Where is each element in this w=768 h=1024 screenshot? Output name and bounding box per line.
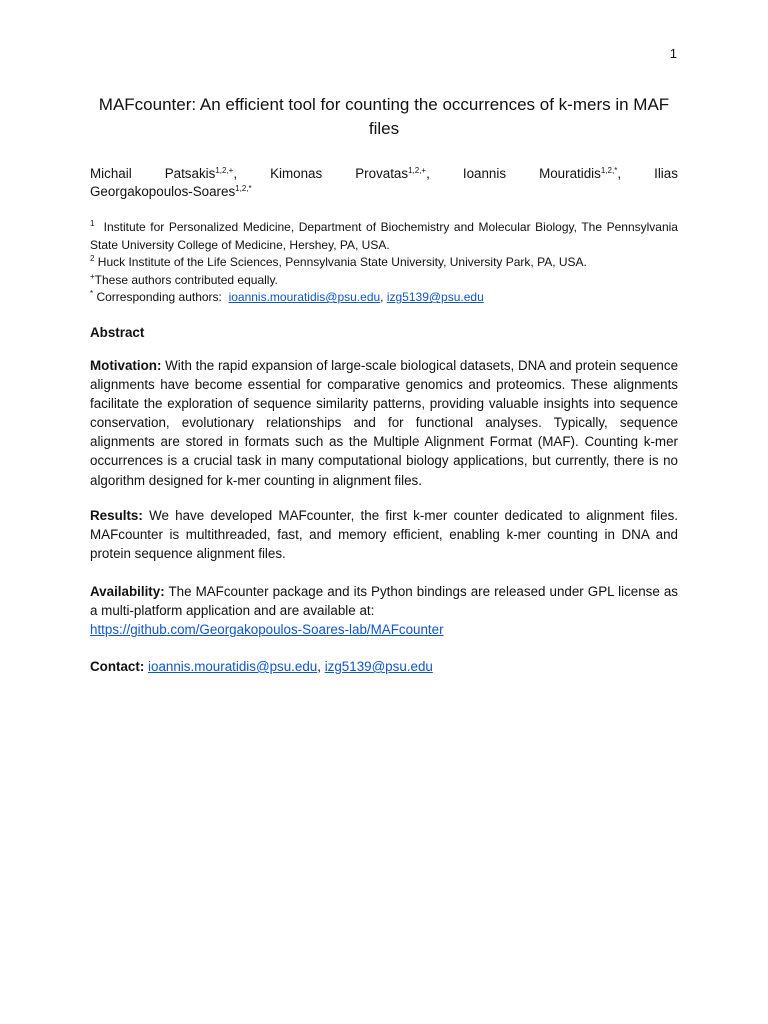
author-first-name: Ilias [654,166,678,181]
author-affiliation-mark: 1,2,+ [408,166,427,175]
contact-label: Contact: [90,659,145,674]
results-label: Results: [90,508,143,523]
author-last-name: Provatas$^{1,2,+}$, [355,166,430,181]
equal-contribution-note: +These authors contributed equally. [90,271,278,287]
corresponding-email-link[interactable]: izg5139@psu.edu [386,290,484,304]
affiliation-1: $^1$ Institute for Personalized Medicine, Department of Biochemistry and Molecular Biology, The Pennsylvania State University College of Medicine, Hershey, PA, USA. [90,219,678,252]
results-paragraph [90,506,678,563]
contact-email-link[interactable]: izg5139@psu.edu [324,659,433,674]
author-last-name: Georgakopoulos-Soares [90,184,236,199]
author-affiliation-mark: 1,2,+ [215,166,234,175]
corresponding-email-link[interactable]: ioannis.mouratidis@psu.edu [228,290,381,304]
author-list [90,165,678,201]
motivation-label: Motivation: [90,358,162,373]
affiliation-2: $^2$ Huck Institute of the Life Sciences, Pennsylvania State University, University Park, PA, USA. [90,254,587,269]
paper-title: MAFcounter: An efficient tool for counting the occurrences of k-mers in MAF files [98,95,670,138]
author-first-name: Kimonas [270,166,323,181]
author-affiliation-mark: 1,2,* [600,166,618,175]
results-text: We have developed MAFcounter, the first k-mer counter dedicated to alignment files. MAFcounter is multithreaded, fast, and memory efficient, enabling k-mer counting in DNA and protein sequence alignment files. [90,508,678,562]
author-affiliation-mark: 1,2,* [235,184,252,193]
page-number: 1 [669,46,677,61]
motivation-paragraph [90,356,678,490]
corresponding-authors: * Corresponding authors: ioannis.mouratidis@psu.edu, izg5139@psu.edu [90,289,484,304]
author-first-name: Ioannis [462,166,507,181]
availability-paragraph [90,582,678,639]
author-row [90,165,678,183]
contact-email-link[interactable]: ioannis.mouratidis@psu.edu [148,659,318,674]
author-last-name: Mouratidis$^{1,2,*}$, [539,166,622,181]
contact-paragraph: Contact: ioannis.mouratidis@psu.edu, izg5139@psu.edu [90,659,433,674]
abstract-heading: Abstract [90,325,145,340]
author-row [90,183,678,201]
affiliations [90,219,678,307]
author-last-name: Patsakis$^{1,2,+}$, [164,166,238,181]
availability-label: Availability: [90,584,165,599]
author-first-name: Michail [90,166,132,181]
motivation-text: With the rapid expansion of large-scale biological datasets, DNA and protein sequence alignments have become essential for comparative genomics and proteomics. These alignments facilitate the exploration of sequence similarity patterns, providing valuable insights into sequence conservation, evolutionary relationships and for functional analyses. Typically, sequence alignments are stored in formats such as the Multiple Alignment Format (MAF). Counting k-mer occurrences is a crucial task in many computational biology applications, but currently, there is no algorithm designed for k-mer counting in alignment files. [90,358,679,488]
availability-text: The MAFcounter package and its Python bindings are released under GPL license as a multi-platform application and are available at: [90,584,679,619]
repository-link[interactable]: https://github.com/Georgakopoulos-Soares-lab/MAFcounter [90,622,444,638]
